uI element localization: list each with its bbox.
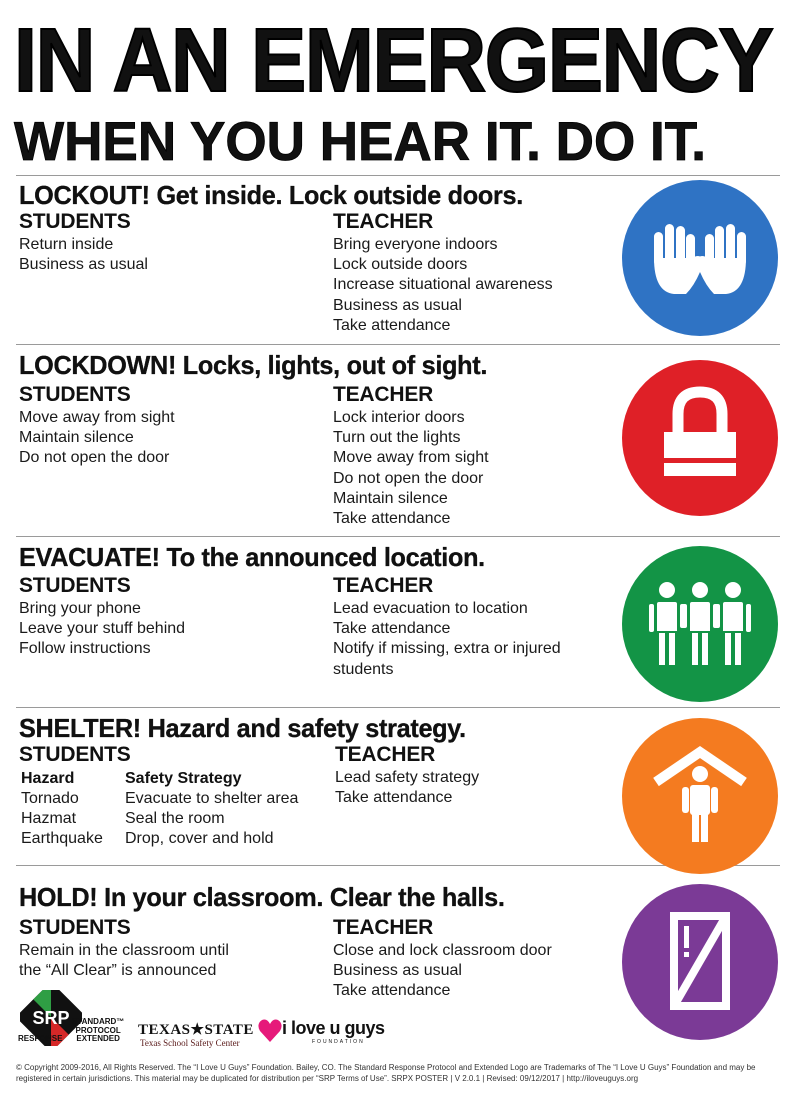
section-heading: EVACUATE! To the announced location. [19, 542, 485, 572]
list-item: students [333, 660, 394, 678]
list-item: Close and lock classroom door [333, 942, 552, 959]
list-item: Take attendance [333, 620, 451, 638]
teacher-label: TEACHER [335, 743, 436, 766]
divider [16, 536, 780, 537]
teacher-column [335, 743, 479, 808]
list-item: Follow instructions [19, 640, 151, 658]
section-heading: HOLD! In your classroom. Clear the halls. [19, 882, 505, 912]
list-item: Do not open the door [333, 469, 484, 487]
hazard-column [21, 769, 103, 850]
foundation-label: FOUNDATION [312, 1039, 365, 1045]
list-item: Leave your stuff behind [19, 620, 186, 638]
divider [16, 175, 780, 176]
list-item: Do not open the door [19, 449, 170, 467]
list-item: Lock outside doors [333, 256, 468, 274]
list-item: Take attendance [333, 982, 451, 1000]
list-item: the “All Clear” is announced [19, 962, 217, 980]
students-column [19, 574, 185, 660]
teacher-label: TEACHER [333, 916, 434, 939]
section-heading: SHELTER! Hazard and safety strategy. [19, 713, 466, 743]
list-item: Remain in the classroom until [19, 942, 229, 959]
shelter-person-icon [622, 718, 778, 874]
list-item: Move away from sight [19, 409, 175, 426]
list-item: Bring everyone indoors [333, 236, 498, 253]
students-column [19, 916, 229, 981]
list-item: Business as usual [333, 296, 462, 314]
section-heading: LOCKOUT! Get inside. Lock outside doors. [19, 180, 524, 210]
heart-icon [258, 1018, 282, 1044]
teacher-column [333, 574, 561, 680]
list-item: Lead evacuation to location [333, 600, 528, 617]
list-item: Return inside [19, 236, 114, 253]
list-item: Turn out the lights [333, 429, 461, 447]
teacher-column [333, 916, 552, 1002]
list-item: Maintain silence [19, 429, 134, 447]
students-column [19, 743, 131, 768]
srp-standard: STANDARD™ [72, 1017, 125, 1026]
students-label: STUDENTS [19, 574, 131, 597]
list-item: Maintain silence [333, 489, 448, 507]
divider [16, 707, 780, 708]
list-item: Drop, cover and hold [125, 830, 274, 848]
srp-protocol: PROTOCOL [75, 1025, 121, 1035]
students-label: STUDENTS [19, 743, 131, 766]
list-item: Seal the room [125, 810, 225, 828]
divider [16, 344, 780, 345]
list-item: Tornado [21, 790, 79, 807]
srp-extended: EXTENDED [76, 1034, 120, 1043]
teacher-column [333, 383, 489, 529]
list-item: Hazmat [21, 810, 77, 828]
copyright-notice: © Copyright 2009-2016, All Rights Reserved. The “I Love U Guys” Foundation. Bailey, CO. The Standard Response Protocol and Extended Logo are Trademarks of The “I Love U Guys” Foundation and may be registered in certain jurisdictions. This material may be duplicated for distribution per “SRP Terms of Use”. SRPX POSTER | V 2.0.1 | Revised: 09/12/2017 | http://iloveuguys.org [16, 1063, 756, 1083]
list-item: Earthquake [21, 830, 103, 848]
students-label: STUDENTS [19, 383, 131, 406]
hazard-label: Hazard [21, 770, 75, 787]
door-icon [622, 884, 778, 1040]
texas-state-logo: TEXAS★STATE [138, 1022, 254, 1038]
srp-wordmark [72, 1018, 124, 1044]
footer-logos [16, 990, 436, 1060]
srp-logo-text: SRP [32, 1008, 70, 1028]
teacher-label: TEACHER [333, 210, 434, 233]
poster-title: IN AN EMERGENCY [14, 11, 773, 111]
list-item: Evacuate to shelter area [125, 790, 299, 807]
section-heading: LOCKDOWN! Locks, lights, out of sight. [19, 350, 488, 380]
list-item: Move away from sight [333, 449, 489, 467]
texas-center: Texas School Safety Center [140, 1038, 240, 1048]
list-item: Business as usual [19, 256, 148, 274]
teacher-label: TEACHER [333, 383, 434, 406]
list-item: Take attendance [333, 510, 451, 528]
strategy-label: Safety Strategy [125, 770, 242, 787]
students-column [19, 210, 148, 275]
list-item: Bring your phone [19, 600, 141, 617]
list-item: Lead safety strategy [335, 769, 480, 786]
list-item: Notify if missing, extra or injured [333, 640, 561, 658]
students-column [19, 383, 175, 469]
lockdown-badge [622, 360, 778, 516]
list-item: Business as usual [333, 962, 462, 980]
hold-badge [622, 884, 778, 1040]
list-item: Increase situational awareness [333, 276, 553, 294]
srp-response: RESPONSE [18, 1034, 63, 1043]
list-item: Lock interior doors [333, 409, 465, 426]
strategy-column [125, 769, 298, 850]
evacuate-badge [622, 546, 778, 702]
hands-icon [622, 180, 778, 336]
students-label: STUDENTS [19, 210, 131, 233]
lockout-badge [622, 180, 778, 336]
three-people-icon [622, 546, 778, 702]
padlock-icon [622, 360, 778, 516]
students-label: STUDENTS [19, 916, 131, 939]
teacher-column [333, 210, 553, 336]
list-item: Take attendance [333, 316, 451, 334]
iloveuguys-logo: i love u guys [282, 1018, 385, 1038]
teacher-label: TEACHER [333, 574, 434, 597]
shelter-badge [622, 718, 778, 874]
list-item: Take attendance [335, 789, 453, 807]
poster-subtitle: WHEN YOU HEAR IT. DO IT. [14, 110, 707, 172]
